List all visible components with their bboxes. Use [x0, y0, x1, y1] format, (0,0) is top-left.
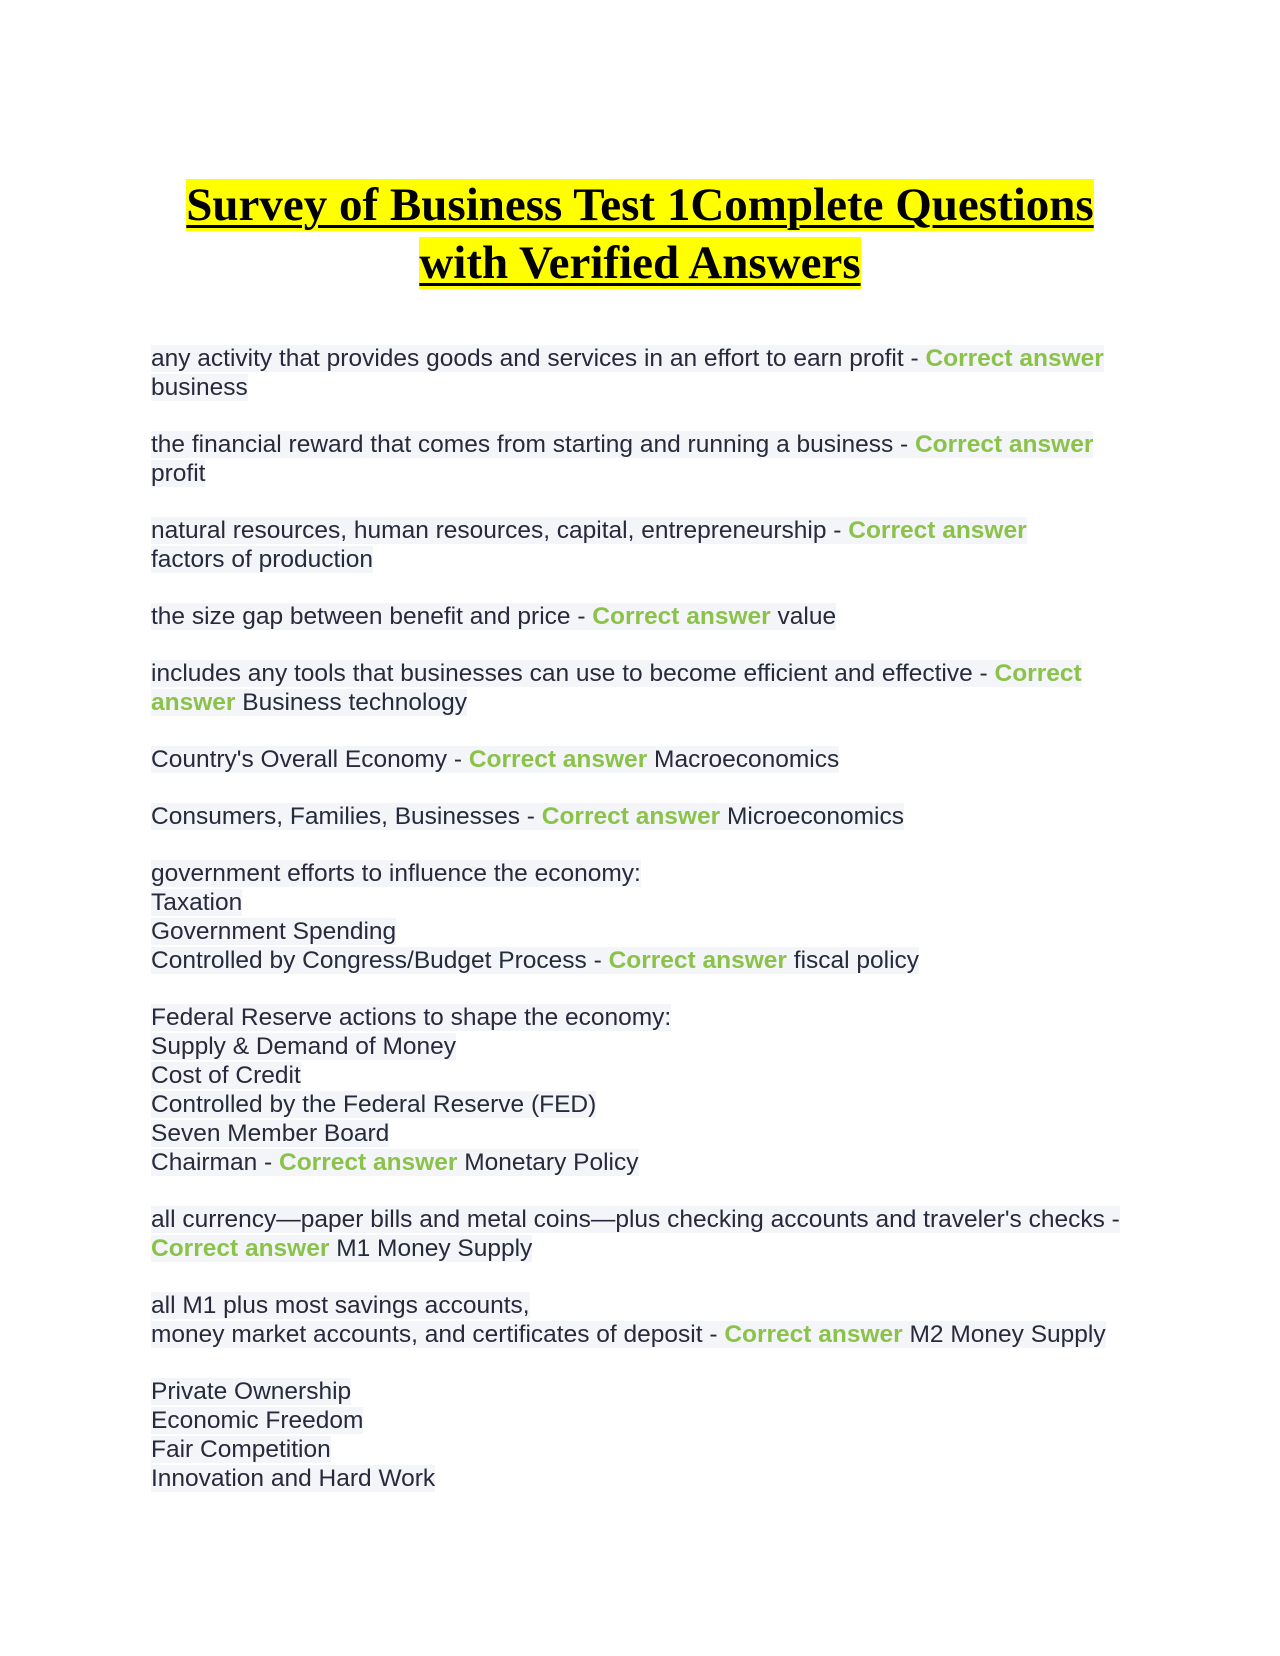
question-text: the financial reward that comes from starting and running a business — [151, 431, 894, 458]
title-line-2: with Verified Answers — [419, 237, 861, 289]
qa-item: Consumers, Families, Businesses - Correct answer Microeconomics — [151, 803, 904, 830]
answer-text: fiscal policy — [793, 947, 920, 974]
question-line: Private Ownership — [151, 1378, 352, 1405]
qa-item: any activity that provides goods and services in an effort to earn profit - Correct answer business — [151, 345, 1104, 401]
question-line: government efforts to influence the economy: — [151, 860, 641, 887]
qa-item: natural resources, human resources, capital, entrepreneurship - Correct answer factors of production — [151, 517, 1027, 573]
correct-answer-label: Correct answer — [724, 1321, 903, 1348]
question-line: all M1 plus most savings accounts, — [151, 1292, 530, 1319]
answer-text: Macroeconomics — [654, 746, 840, 773]
qa-item: the financial reward that comes from starting and running a business - Correct answer profit — [151, 431, 1094, 487]
correct-answer-label: Correct answer — [914, 431, 1094, 458]
question-line: Economic Freedom — [151, 1407, 364, 1434]
answer-text: profit — [151, 460, 206, 487]
qa-list — [151, 344, 1136, 1521]
qa-item: government efforts to influence the economy: Taxation Government Spending Controlled by Congress/Budget Process - Correct answer fiscal policy — [151, 860, 920, 974]
correct-answer-label: Correct answer — [468, 746, 648, 773]
correct-answer-label: Correct answer — [541, 803, 721, 830]
answer-text: Monetary Policy — [464, 1149, 639, 1176]
question-line: Fair Competition — [151, 1436, 331, 1463]
question-line: Chairman — [151, 1149, 258, 1176]
question-line: Taxation — [151, 889, 243, 916]
qa-item: all M1 plus most savings accounts, money market accounts, and certificates of deposit - Correct answer M2 Money Supply — [151, 1292, 1106, 1348]
question-text: natural resources, human resources, capital, entrepreneurship — [151, 517, 827, 544]
answer-text: M1 Money Supply — [336, 1235, 533, 1262]
answer-text: Microeconomics — [726, 803, 904, 830]
question-line: money market accounts, and certificates of deposit — [151, 1321, 703, 1348]
correct-answer-label: Correct answer — [279, 1149, 458, 1176]
question-line: Government Spending — [151, 918, 397, 945]
qa-item: Federal Reserve actions to shape the economy: Supply & Demand of Money Cost of Credit Controlled by the Federal Reserve (FED) Seven Member Board Chairman - Correct answer Monetary Policy — [151, 1004, 672, 1176]
question-line: Federal Reserve actions to shape the economy: — [151, 1004, 672, 1031]
qa-item: includes any tools that businesses can use to become efficient and effective - Correct answer Business technology — [151, 660, 1082, 716]
correct-answer-label: Correct answer — [592, 603, 771, 630]
answer-text: M2 Money Supply — [909, 1321, 1106, 1348]
answer-text: value — [777, 603, 837, 630]
correct-answer-label: Correct answer — [151, 660, 1082, 716]
correct-answer-label: Correct answer — [151, 1235, 330, 1262]
correct-answer-label: Correct answer — [848, 517, 1027, 544]
qa-item: Country's Overall Economy - Correct answer Macroeconomics — [151, 746, 840, 773]
qa-item-trailing — [151, 1377, 1136, 1493]
answer-text: Business technology — [242, 689, 467, 716]
question-text: all currency—paper bills and metal coins—plus checking accounts and traveler's checks — [151, 1206, 1105, 1233]
question-line: Controlled by the Federal Reserve (FED) — [151, 1091, 597, 1118]
question-line: Innovation and Hard Work — [151, 1465, 436, 1492]
question-text: any activity that provides goods and services in an effort to earn profit — [151, 345, 904, 372]
question-text: Consumers, Families, Businesses — [151, 803, 520, 830]
correct-answer-label: Correct answer — [608, 947, 787, 974]
qa-item: all currency—paper bills and metal coins—plus checking accounts and traveler's checks - Correct answer M1 Money Supply — [151, 1206, 1120, 1262]
answer-text: business — [151, 374, 248, 401]
question-text: includes any tools that businesses can use to become efficient and effective — [151, 660, 973, 687]
question-text: Country's Overall Economy — [151, 746, 448, 773]
title-line-1: Survey of Business Test 1Complete Questions — [186, 179, 1094, 231]
correct-answer-label: Correct answer — [925, 345, 1104, 372]
answer-text: factors of production — [151, 546, 373, 573]
question-line: Controlled by Congress/Budget Process — [151, 947, 587, 974]
question-line: Supply & Demand of Money — [151, 1033, 457, 1060]
document-title — [150, 176, 1130, 292]
question-line: Cost of Credit — [151, 1062, 301, 1089]
question-text: the size gap between benefit and price — [151, 603, 571, 630]
question-line: Seven Member Board — [151, 1120, 390, 1147]
qa-item: the size gap between benefit and price - Correct answer value — [151, 603, 837, 630]
